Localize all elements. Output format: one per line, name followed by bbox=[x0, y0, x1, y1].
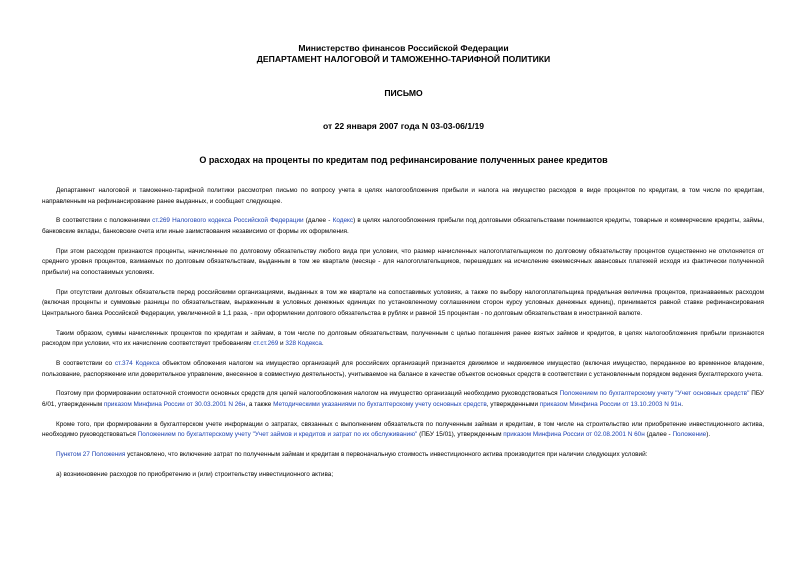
text-run: (ПБУ 15/01), утвержденным bbox=[417, 431, 504, 439]
text-run: Поэтому при формировании остаточной стоимости основных средств для целей налогообложения налогом на имущество организаций необходимо руководствоваться bbox=[56, 390, 560, 398]
link-tax-code-art-269[interactable]: ст.269 Налогового кодекса Российской Федерации bbox=[152, 217, 304, 225]
text-run: . bbox=[321, 340, 324, 348]
department-name: ДЕПАРТАМЕНТ НАЛОГОВОЙ И ТАМОЖЕННО-ТАРИФНОЙ ПОЛИТИКИ bbox=[256, 54, 551, 64]
text-run: ПБУ 6/01, утвержденным bbox=[42, 390, 764, 409]
text-run: Таким образом, суммы начисленных процентов по кредитам и займам, в том числе по долговым обязательствам, полученным с целью погашения ранее взятых займов и кредитов, в целях налогообложения прибыли признаются расходом при условии, что их начисление соответствует требованиям bbox=[42, 329, 764, 348]
document-type: ПИСЬМО bbox=[384, 88, 423, 98]
text-run: В соответствии с положениями bbox=[56, 217, 153, 225]
ministry-name: Министерство финансов Российской Федерации bbox=[298, 43, 509, 53]
document-body bbox=[42, 186, 764, 490]
link-order-91n[interactable]: приказом Минфина России от 13.10.2003 N 91н bbox=[539, 401, 682, 409]
link-art-328[interactable]: 328 Кодекса bbox=[285, 340, 322, 348]
text-run: установлено, что включение затрат по полученным займам и кредитам в первоначальную стоимость инвестиционного актива производится при наличии следующих условий: bbox=[125, 451, 648, 459]
paragraph-5 bbox=[42, 329, 764, 350]
text-run: Кроме того, при формировании в бухгалтерском учете информации о затратах, связанных с выполнением обязательств по полученным займам и кредитам, в том числе на строительство или приобретение инвестиционного актива, необходимо руководствоваться bbox=[42, 420, 764, 439]
link-pbu-6-01[interactable]: Положением по бухгалтерскому учету "Учет основных средств" bbox=[559, 390, 750, 398]
link-art-374[interactable]: ст.374 Кодекса bbox=[114, 360, 160, 368]
link-code[interactable]: Кодекс bbox=[332, 217, 354, 225]
paragraph-10: а) возникновение расходов по приобретению и (или) строительству инвестиционного актива; bbox=[56, 470, 334, 478]
paragraph-3: При этом расходом признаются проценты, начисленные по долговому обязательству любого вида при условии, что размер начисленных налогоплательщиком по долговому обязательству процентов существенно не отклоняется от среднего уровня процентов, взимаемых по долговым обязательствам, выданным в том же квартале (месяце - для налогоплательщиков, перешедших на исчисление ежемесячных авансовых платежей исходя из фактически полученной прибыли) на сопоставимых условиях. bbox=[42, 247, 764, 276]
text-run: . bbox=[681, 401, 684, 409]
link-clause-27[interactable]: Пунктом 27 Положения bbox=[56, 451, 126, 459]
link-order-60n[interactable]: приказом Минфина России от 02.08.2001 N 60н bbox=[503, 431, 645, 439]
link-regulation[interactable]: Положение bbox=[672, 431, 707, 439]
text-run: ). bbox=[706, 431, 711, 439]
paragraph-1: Департамент налоговой и таможенно-тарифной политики рассмотрел письмо по вопросу учета в целях налогообложения прибыли и налога на имущество расходов в виде процентов по кредитам, в том числе по кредитам, направленным на рефинансирование ранее выданных, и сообщает следующее. bbox=[42, 187, 764, 205]
document-date-number: от 22 января 2007 года N 03-03-06/1/19 bbox=[322, 121, 485, 131]
text-run: В соответствии со bbox=[56, 360, 115, 368]
paragraph-2 bbox=[42, 216, 764, 237]
document-subject: О расходах на проценты по кредитам под рефинансирование полученных ранее кредитов bbox=[199, 155, 608, 165]
paragraph-9 bbox=[42, 450, 764, 461]
paragraph-6 bbox=[42, 359, 764, 380]
text-run: (далее - bbox=[644, 431, 673, 439]
link-art-269[interactable]: ст.ст.269 bbox=[253, 340, 279, 348]
text-run: (далее - bbox=[303, 217, 333, 225]
link-pbu-15-01[interactable]: Положением по бухгалтерскому учету "Учет займов и кредитов и затрат по их обслуживанию" bbox=[137, 431, 418, 439]
text-run: объектом обложения налогом на имущество организаций для российских организаций признается движимое и недвижимое имущество (включая имущество, переданное во временное владение, пользование, распоряжение или доверительное управление, внесенное в совместную деятельность), учитываемое на балансе в качестве объектов основных средств в соответствии с установленным порядком ведения бухгалтерского учета. bbox=[42, 360, 765, 378]
paragraph-4: При отсутствии долговых обязательств перед российскими организациями, выданных в том же квартале на сопоставимых условиях, а также по выбору налогоплательщика предельная величина процентов, признаваемых расходом (включая проценты и суммовые разницы по обязательствам, выраженным в условных денежных единицах по установленному соглашением сторон курсу условных денежных единиц), принимается равной ставке рефинансирования Центрального банка Российской Федерации, увеличенной в 1,1 раза, - при оформлении долгового обязательства в рублях и равной 15 процентам - по долговым обязательствам в иностранной валюте. bbox=[42, 288, 764, 317]
text-run: , утвержденными bbox=[486, 401, 540, 409]
text-run: ) в целях налогообложения прибыли под долговыми обязательствами понимаются кредиты, товарные и коммерческие кредиты, займы, банковские вклады, банковские счета или иные заимствования независимо от формы их оформления. bbox=[42, 217, 764, 235]
paragraph-8 bbox=[42, 420, 764, 441]
text-run: , а также bbox=[245, 401, 274, 409]
text-run: и bbox=[278, 340, 286, 348]
link-methodical-guidelines[interactable]: Методическими указаниями по бухгалтерскому учету основных средств bbox=[273, 401, 487, 409]
paragraph-7 bbox=[42, 389, 764, 410]
link-order-26n[interactable]: приказом Минфина России от 30.03.2001 N 26н bbox=[103, 401, 246, 409]
